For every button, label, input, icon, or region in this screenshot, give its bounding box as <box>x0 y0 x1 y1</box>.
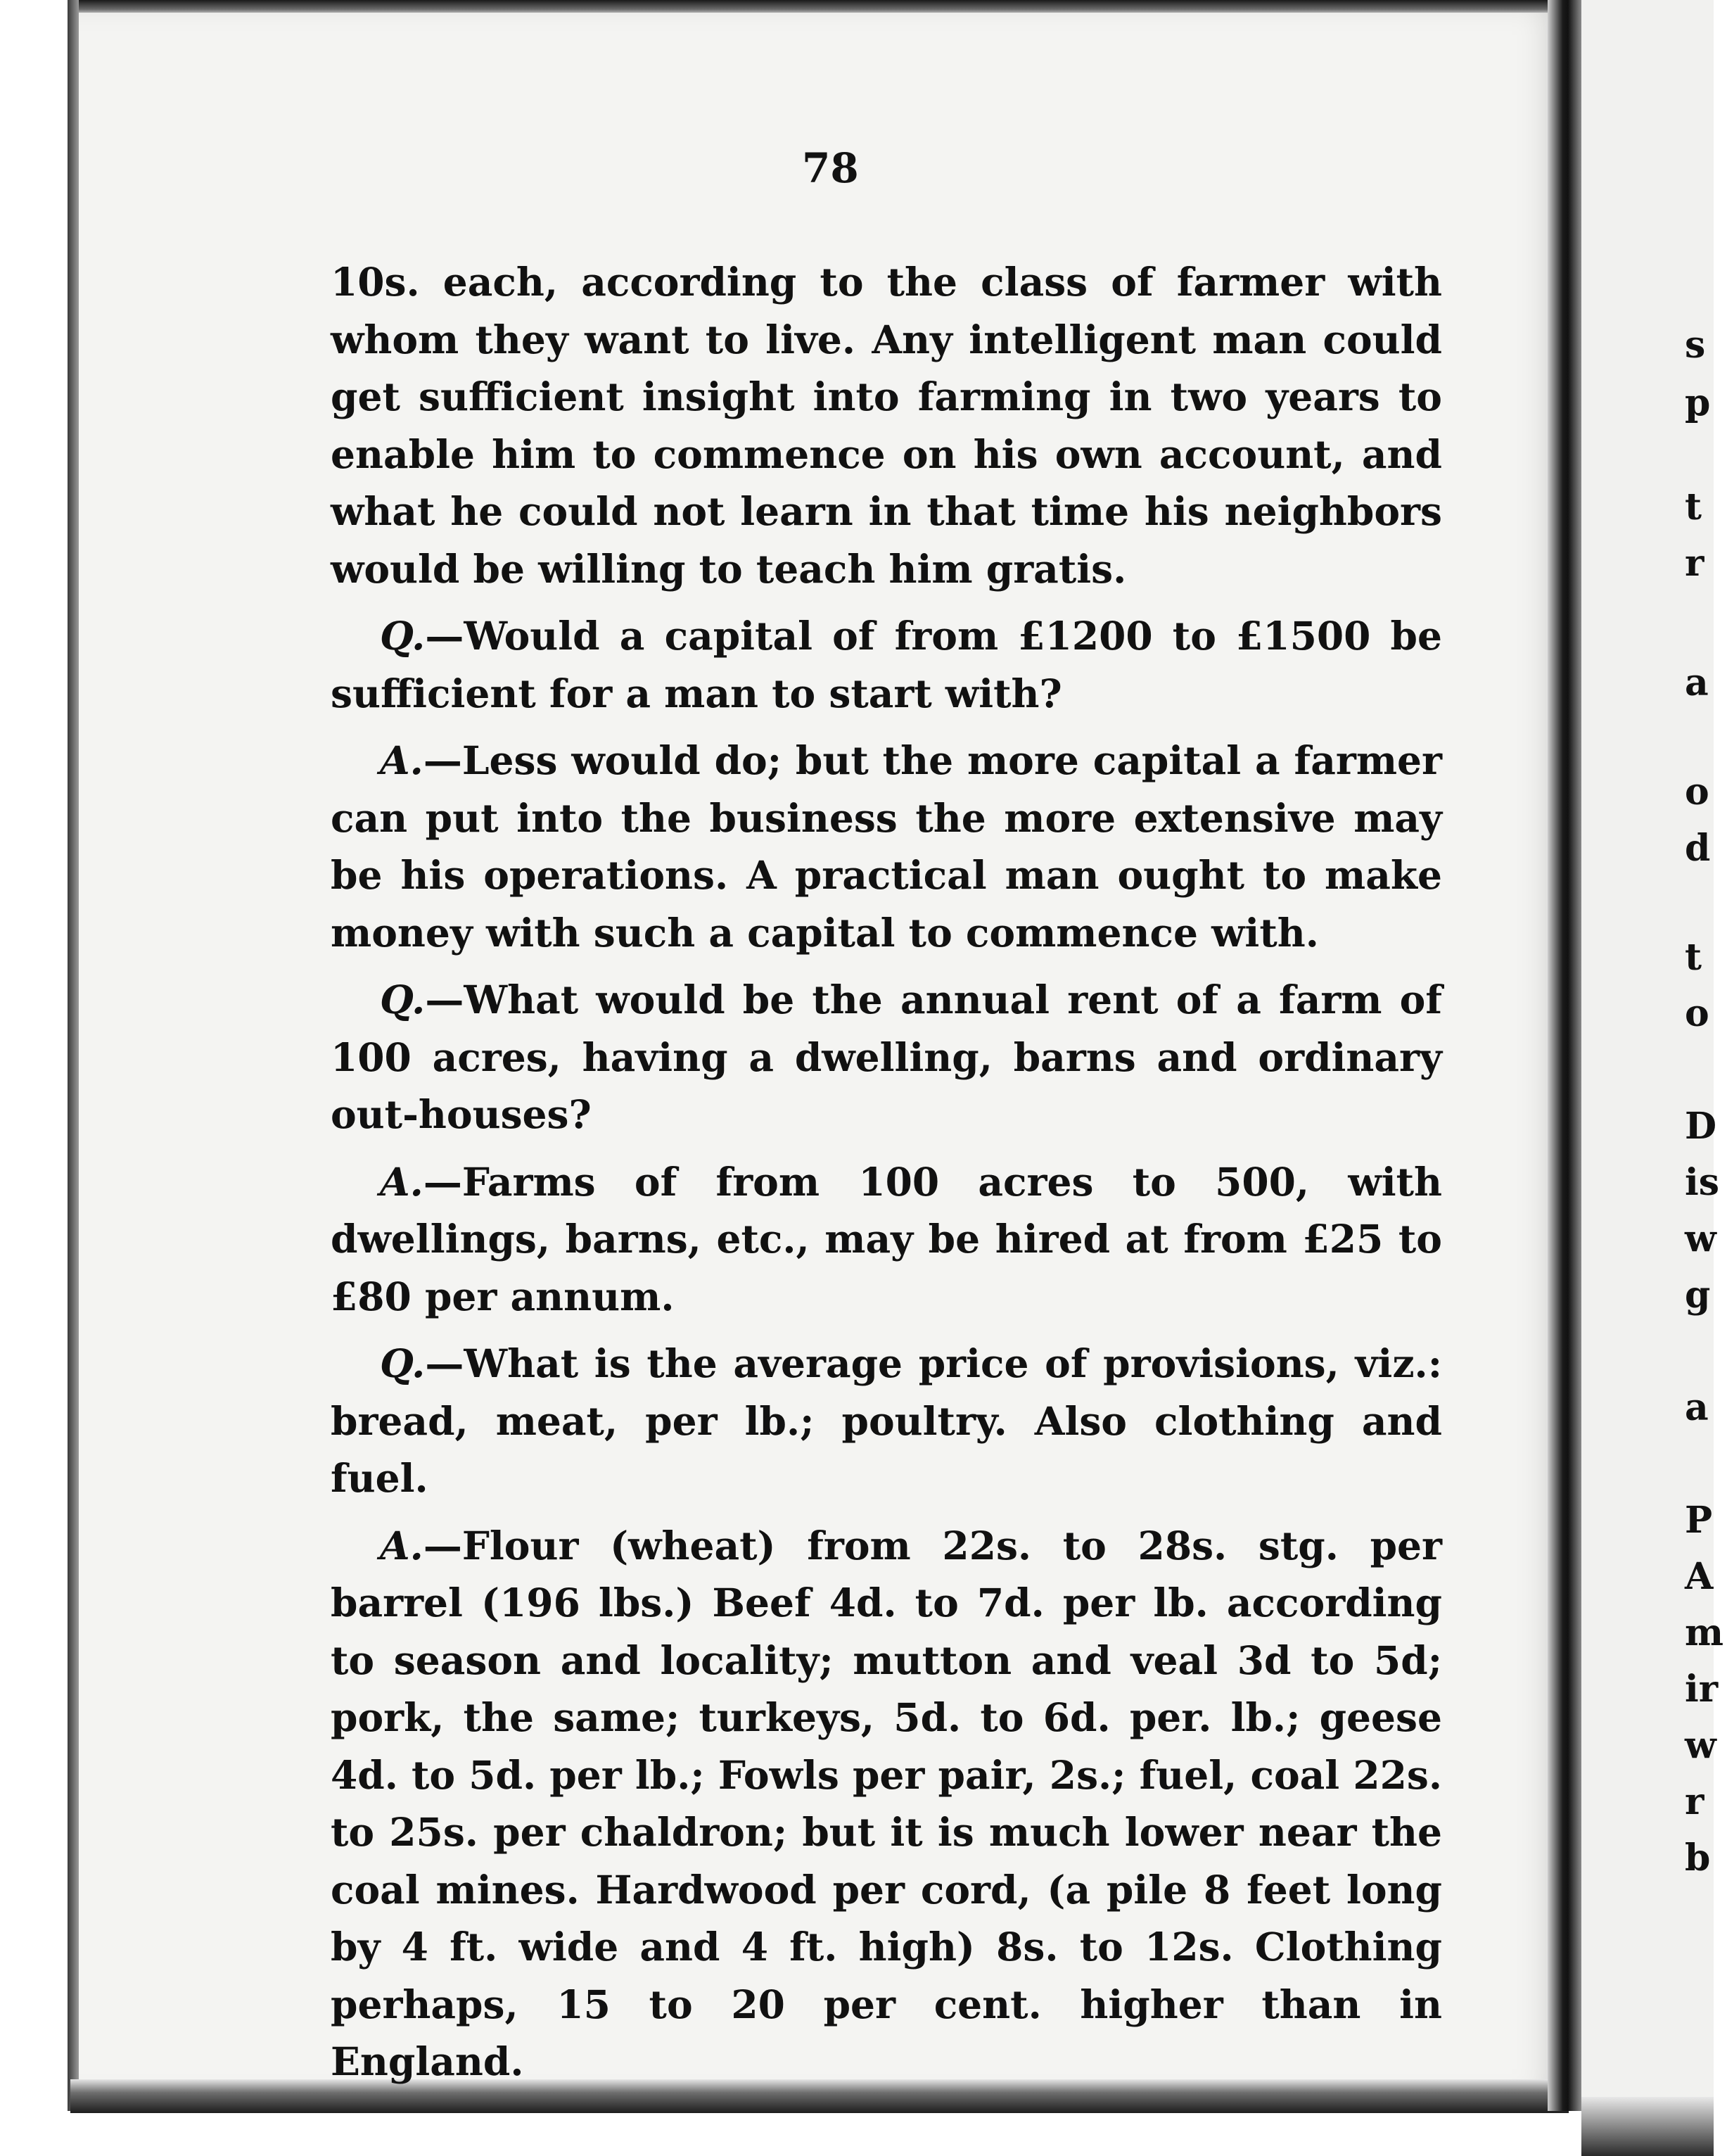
facing-fragment: d <box>1685 827 1711 870</box>
paragraph-continuation <box>331 253 1442 597</box>
answer-paragraph <box>331 1517 1442 2091</box>
answer-paragraph <box>331 732 1442 961</box>
facing-fragment: o <box>1685 771 1709 813</box>
answer-label: A. <box>380 1158 423 1205</box>
facing-fragment: m <box>1685 1611 1724 1654</box>
page-number: 78 <box>802 144 859 192</box>
question-paragraph <box>331 607 1442 722</box>
question-paragraph <box>331 1335 1442 1507</box>
facing-fragment: r <box>1685 542 1704 585</box>
book-gutter <box>1548 0 1581 2111</box>
facing-fragment: A <box>1685 1555 1714 1598</box>
answer-paragraph <box>331 1153 1442 1326</box>
facing-fragment: t <box>1685 486 1702 528</box>
facing-fragment: p <box>1685 381 1711 424</box>
question-label: Q. <box>380 613 426 659</box>
page-body-text <box>331 253 1442 2091</box>
answer-text: —Farms of from 100 acres to 500, with dwellings, barns, etc., may be hired at from £25 to £80 per annum. <box>331 1158 1442 1319</box>
left-page-edge <box>68 0 79 2111</box>
facing-fragment: ir <box>1685 1668 1719 1711</box>
question-label: Q. <box>380 977 426 1022</box>
question-paragraph <box>331 971 1442 1143</box>
facing-fragment: b <box>1685 1837 1711 1879</box>
facing-fragment: t <box>1685 936 1702 979</box>
facing-fragment: w <box>1685 1217 1716 1260</box>
facing-fragment: a <box>1685 661 1709 704</box>
facing-fragment: a <box>1685 1386 1709 1429</box>
paragraph-text: 10s. each, according to the class of farmer with whom they want to live. Any intelligent man could get sufficient insight into farming in two years to enable him to commence on his own account, and what he could not learn in that time his neighbors would be willing to teach him gratis. <box>331 259 1442 592</box>
facing-fragment: w <box>1685 1724 1716 1767</box>
facing-fragment: P <box>1685 1499 1713 1542</box>
facing-fragment: o <box>1685 992 1709 1035</box>
answer-label: A. <box>380 1522 423 1568</box>
facing-fragment: r <box>1685 1780 1704 1823</box>
facing-page-bottom-edge <box>1581 2097 1714 2156</box>
question-text: —Would a capital of from £1200 to £1500 be sufficient for a man to start with? <box>331 613 1442 716</box>
answer-text: —Less would do; but the more capital a farmer can put into the business the more extensive may be his operations. A practical man ought to make money with such a capital to commence with. <box>331 737 1442 956</box>
facing-fragment: s <box>1685 324 1706 367</box>
facing-fragment: is <box>1685 1161 1720 1204</box>
facing-fragment: D <box>1685 1105 1717 1148</box>
facing-fragment: g <box>1685 1274 1711 1317</box>
answer-text: —Flour (wheat) from 22s. to 28s. stg. per barrel (196 lbs.) Beef 4d. to 7d. per lb. according to season and locality; mutton and veal 3d to 5d; pork, the same; turkeys, 5d. to 6d. per. lb.; geese 4d. to 5d. per lb.; Fowls per pair, 2s.; fuel, coal 22s. to 25s. per chaldron; but it is much lower near the coal mines. Hardwood per cord, (a pile 8 feet long by 4 ft. wide and 4 ft. high) 8s. to 12s. Clothing perhaps, 15 to 20 per cent. higher than in England. <box>331 1522 1442 2084</box>
answer-label: A. <box>380 737 423 783</box>
question-label: Q. <box>380 1340 426 1386</box>
question-text: —What is the average price of provisions, viz.: bread, meat, per lb.; poultry. Also clothing and fuel. <box>331 1340 1442 1501</box>
question-text: —What would be the annual rent of a farm of 100 acres, having a dwelling, barns and ordinary out-houses? <box>331 977 1442 1137</box>
